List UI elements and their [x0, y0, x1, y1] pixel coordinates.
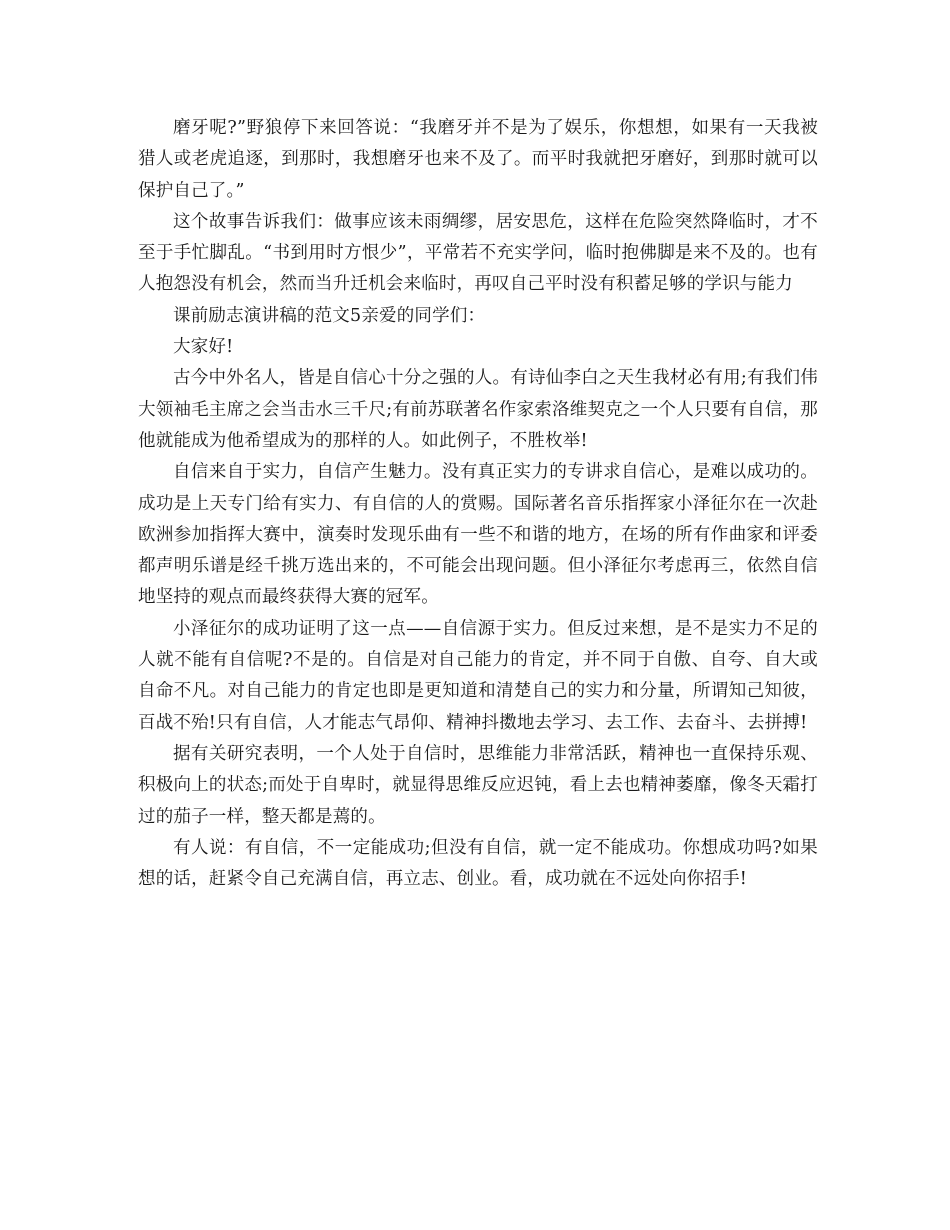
- paragraph-2: 这个故事告诉我们：做事应该未雨绸缪，居安思危，这样在危险突然降临时，才不至于手忙脚乱。“书到用时方恨少”，平常若不充实学问，临时抱佛脚是来不及的。也有人抱怨没有机会，然而当升迁机会来临时，再叹自己平时没有积蓄足够的学识与能力: [138, 211, 818, 295]
- paragraph-9: 有人说：有自信，不一定能成功;但没有自信，就一定不能成功。你想成功吗?如果想的话，赶紧令自己充满自信，再立志、创业。看，成功就在不远处向你招手!: [138, 837, 818, 890]
- document-body: [138, 113, 818, 895]
- greeting: 大家好!: [173, 337, 234, 358]
- section-heading: 课前励志演讲稿的范文5亲爱的同学们：: [173, 305, 486, 326]
- paragraph-5: 古今中外名人，皆是自信心十分之强的人。有诗仙李白之天生我材必有用;有我们伟大领袖毛主席之会当击水三千尺;有前苏联著名作家索洛维契克之一个人只要有自信，那他就能成为他希望成为的那样的人。如此例子，不胜枚举!: [138, 368, 818, 451]
- paragraph-1: 磨牙呢?”野狼停下来回答说：“我磨牙并不是为了娱乐，你想想，如果有一天我被猎人或老虎追逐，到那时，我想磨牙也来不及了。而平时我就把牙磨好，到那时就可以保护自己了。”: [138, 118, 818, 201]
- paragraph-8: 据有关研究表明，一个人处于自信时，思维能力非常活跃，精神也一直保持乐观、积极向上的状态;而处于自卑时，就显得思维反应迟钝，看上去也精神萎靡，像冬天霜打过的茄子一样，整天都是蔫的。: [138, 743, 818, 827]
- paragraph-6: 自信来自于实力，自信产生魅力。没有真正实力的专讲求自信心，是难以成功的。成功是上天专门给有实力、有自信的人的赏赐。国际著名音乐指挥家小泽征尔在一次赴欧洲参加指挥大赛中，演奏时发现乐曲有一些不和谐的地方，在场的所有作曲家和评委都声明乐谱是经千挑万选出来的，不可能会出现问题。但小泽征尔考虑再三，依然自信地坚持的观点而最终获得大赛的冠军。: [138, 462, 818, 608]
- paragraph-7: 小泽征尔的成功证明了这一点——自信源于实力。但反过来想，是不是实力不足的人就不能有自信呢?不是的。自信是对自己能力的肯定，并不同于自傲、自夸、自大或自命不凡。对自己能力的肯定也即是更知道和清楚自己的实力和分量，所谓知己知彼，百战不殆!只有自信，人才能志气昂仰、精神抖擞地去学习、去工作、去奋斗、去拼搏!: [138, 618, 818, 733]
